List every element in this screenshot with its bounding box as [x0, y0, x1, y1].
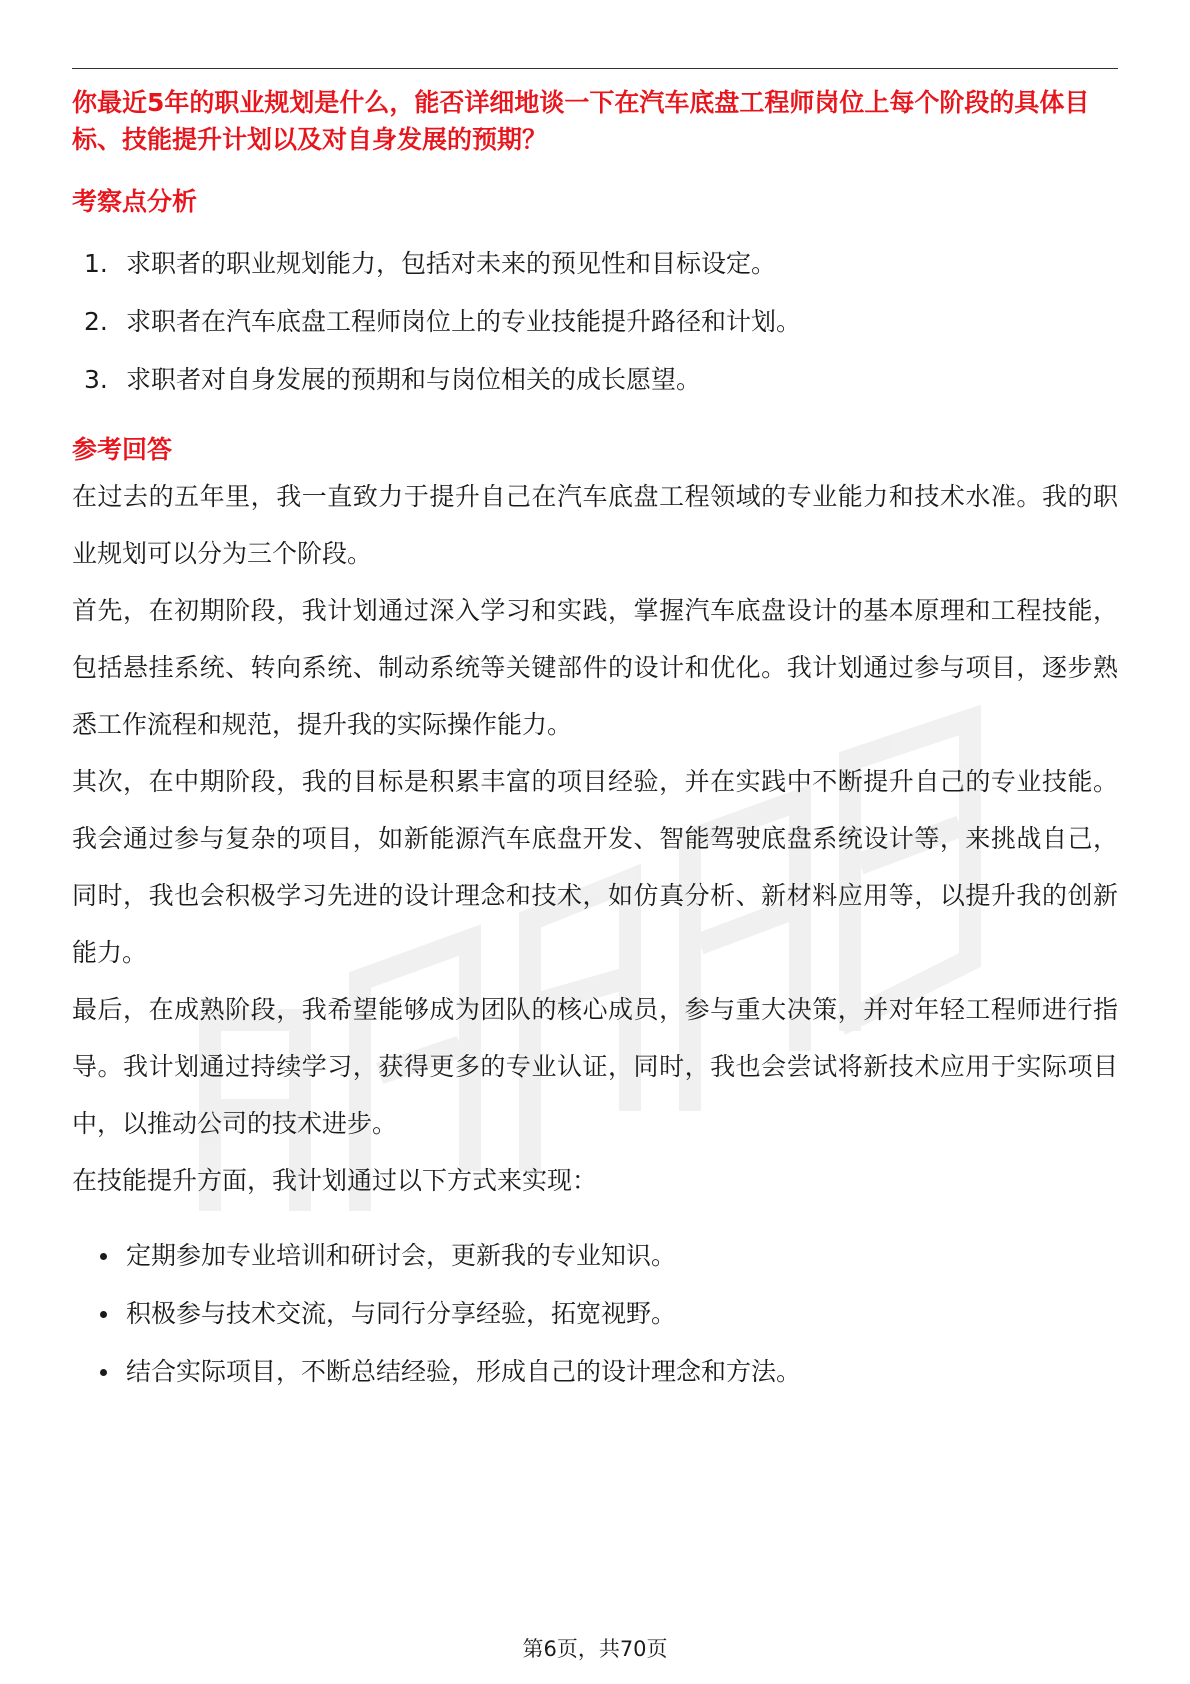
bullet-icon	[100, 1253, 107, 1260]
answer-paragraph: 最后，在成熟阶段，我希望能够成为团队的核心成员，参与重大决策，并对年轻工程师进行指导。我计划通过持续学习，获得更多的专业认证，同时，我也会尝试将新技术应用于实际项目中，以推动公司的技术进步。	[72, 995, 1118, 1138]
header-rule	[72, 68, 1118, 69]
list-item-number: 3.	[84, 365, 108, 394]
answer-paragraph: 其次，在中期阶段，我的目标是积累丰富的项目经验，并在实践中不断提升自己的专业技能。我会通过参与复杂的项目，如新能源汽车底盘开发、智能驾驶底盘系统设计等，来挑战自己，同时，我也会积极学习先进的设计理念和技术，如仿真分析、新材料应用等，以提升我的创新能力。	[72, 767, 1118, 967]
answer-paragraph: 首先，在初期阶段，我计划通过深入学习和实践，掌握汽车底盘设计的基本原理和工程技能，包括悬挂系统、转向系统、制动系统等关键部件的设计和优化。我计划通过参与项目，逐步熟悉工作流程和规范，提升我的实际操作能力。	[72, 596, 1118, 739]
list-item-text: 求职者在汽车底盘工程师岗位上的专业技能提升路径和计划。	[126, 307, 802, 336]
answer-paragraph: 在过去的五年里，我一直致力于提升自己在汽车底盘工程领域的专业能力和技术水准。我的职业规划可以分为三个阶段。	[72, 482, 1118, 568]
list-item	[72, 1296, 1118, 1332]
list-item	[72, 246, 1118, 282]
list-item	[72, 1354, 1118, 1390]
bullet-icon	[100, 1311, 107, 1318]
list-item-text: 积极参与技术交流，与同行分享经验，拓宽视野。	[126, 1299, 677, 1328]
list-item	[72, 1238, 1118, 1274]
list-item	[72, 304, 1118, 340]
list-item-text: 求职者的职业规划能力，包括对未来的预见性和目标设定。	[126, 249, 777, 278]
list-item-text: 定期参加专业培训和研讨会，更新我的专业知识。	[126, 1241, 677, 1270]
answer-paragraph: 在技能提升方面，我计划通过以下方式来实现：	[72, 1166, 598, 1195]
skill-plan-list	[72, 1238, 1118, 1390]
document-content	[72, 84, 1118, 1412]
list-item	[72, 362, 1118, 398]
list-item-text: 求职者对自身发展的预期和与岗位相关的成长愿望。	[126, 365, 702, 394]
list-item-number: 2.	[84, 307, 108, 336]
interview-question: 你最近5年的职业规划是什么，能否详细地谈一下在汽车底盘工程师岗位上每个阶段的具体目标、技能提升计划以及对自身发展的预期？	[72, 88, 1090, 154]
bullet-icon	[100, 1369, 107, 1376]
page-number: 第6页，共70页	[522, 1637, 668, 1661]
answer-heading: 参考回答	[72, 435, 173, 464]
list-item-text: 结合实际项目，不断总结经验，形成自己的设计理念和方法。	[126, 1357, 802, 1386]
analysis-points-list	[72, 246, 1118, 398]
analysis-heading: 考察点分析	[72, 187, 198, 216]
list-item-number: 1.	[84, 249, 108, 278]
